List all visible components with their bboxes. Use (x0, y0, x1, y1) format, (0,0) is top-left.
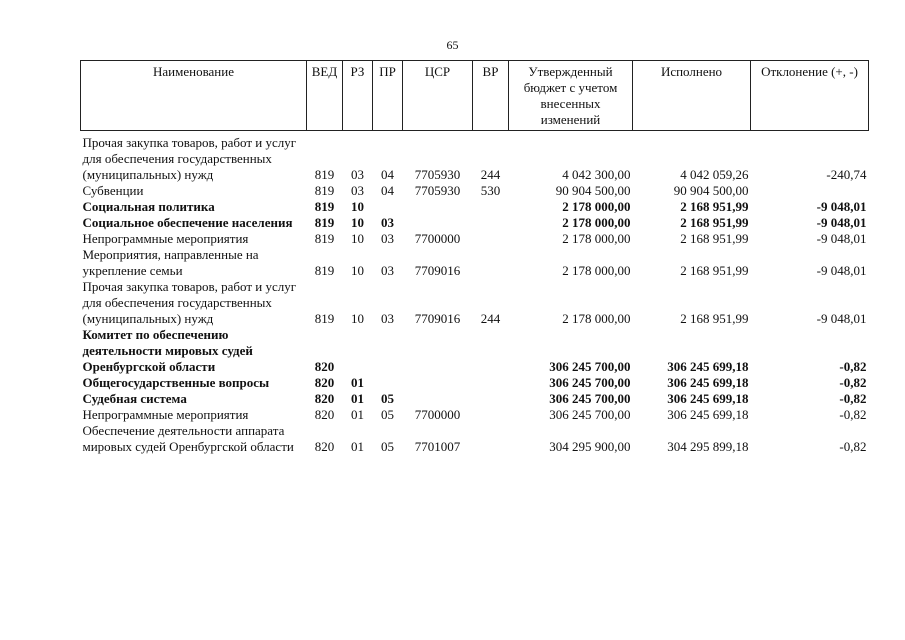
row-ved: 820 (314, 391, 335, 406)
row-name: Прочая закупка товаров, работ и услуг для обеспечения государственных (муниципальных) нужд (82, 279, 297, 326)
row-csr (403, 327, 473, 375)
row-pr: 04 (381, 167, 394, 182)
row-name: Социальная политика (82, 199, 215, 214)
row-ved: 819 (314, 231, 335, 246)
row-executed: 2 168 951,99 (680, 311, 749, 326)
table-row (81, 391, 869, 407)
row-csr: 7709016 (414, 311, 461, 326)
row-executed: 2 168 951,99 (680, 199, 749, 214)
row-pr: 03 (381, 231, 394, 246)
table-row (81, 135, 869, 183)
row-vr: 244 (480, 167, 501, 182)
row-vr (473, 327, 509, 375)
row-ved: 820 (314, 359, 335, 374)
row-pr (373, 199, 403, 215)
row-vr (473, 391, 509, 407)
row-rz: 10 (351, 231, 364, 246)
row-name: Непрограммные мероприятия (82, 407, 249, 422)
table-row (81, 423, 869, 455)
table-row (81, 183, 869, 199)
row-deviation: -240,74 (826, 167, 867, 182)
row-deviation: -0,82 (839, 375, 867, 390)
row-deviation: -0,82 (839, 407, 867, 422)
row-name: Непрограммные мероприятия (82, 231, 249, 246)
row-name: Общегосударственные вопросы (82, 375, 270, 390)
row-vr: 244 (480, 311, 501, 326)
header-approved: Утвержденный бюджет с учетом внесенных изменений (509, 61, 633, 131)
row-name: Обеспечение деятельности аппарата мировых судей Оренбургской области (82, 423, 294, 454)
row-approved: 2 178 000,00 (562, 311, 631, 326)
row-ved: 819 (314, 215, 335, 230)
row-name: Прочая закупка товаров, работ и услуг для обеспечения государственных (муниципальных) нужд (82, 135, 297, 182)
row-rz: 10 (351, 311, 364, 326)
row-pr (373, 327, 403, 375)
row-csr: 7700000 (414, 231, 461, 246)
row-approved: 2 178 000,00 (562, 215, 631, 230)
row-csr: 7705930 (414, 183, 461, 198)
row-approved: 90 904 500,00 (555, 183, 631, 198)
header-pr: ПР (373, 61, 403, 131)
row-rz (343, 327, 373, 375)
table-row (81, 231, 869, 247)
row-executed: 306 245 699,18 (667, 359, 749, 374)
row-approved: 306 245 700,00 (549, 391, 631, 406)
page-number: 65 (446, 38, 459, 52)
row-pr: 05 (381, 407, 394, 422)
row-executed: 306 245 699,18 (667, 375, 749, 390)
table-row (81, 279, 869, 327)
row-vr (473, 231, 509, 247)
row-csr: 7705930 (414, 167, 461, 182)
header-csr: ЦСР (403, 61, 473, 131)
table-row (81, 199, 869, 215)
row-csr: 7709016 (414, 263, 461, 278)
budget-execution-table (80, 60, 869, 455)
row-approved: 306 245 700,00 (549, 407, 631, 422)
header-vr: ВР (473, 61, 509, 131)
header-executed: Исполнено (633, 61, 751, 131)
row-ved: 819 (314, 183, 335, 198)
row-rz: 03 (351, 167, 364, 182)
row-executed: 2 168 951,99 (680, 215, 749, 230)
row-approved: 2 178 000,00 (562, 231, 631, 246)
row-deviation: -0,82 (839, 439, 867, 454)
row-rz: 01 (351, 439, 364, 454)
row-pr: 03 (381, 311, 394, 326)
row-name: Мероприятия, направленные на укрепление семьи (82, 247, 259, 278)
row-deviation: -9 048,01 (816, 263, 867, 278)
row-ved: 819 (314, 311, 335, 326)
row-rz: 01 (351, 375, 364, 390)
header-ved: ВЕД (307, 61, 343, 131)
row-rz: 01 (351, 391, 364, 406)
row-ved: 819 (314, 263, 335, 278)
row-rz: 10 (351, 199, 364, 214)
row-ved: 820 (314, 375, 335, 390)
table-row (81, 215, 869, 231)
row-rz: 03 (351, 183, 364, 198)
row-name: Судебная система (82, 391, 187, 406)
row-vr (473, 423, 509, 455)
row-pr: 05 (381, 391, 394, 406)
row-pr: 04 (381, 183, 394, 198)
row-deviation (751, 183, 869, 199)
row-csr: 7701007 (414, 439, 461, 454)
row-pr (373, 375, 403, 391)
row-csr: 7700000 (414, 407, 461, 422)
row-executed: 2 168 951,99 (680, 263, 749, 278)
row-executed: 90 904 500,00 (673, 183, 749, 198)
header-name: Наименование (81, 61, 307, 131)
row-vr (473, 215, 509, 231)
row-deviation: -9 048,01 (816, 215, 867, 230)
row-rz: 01 (351, 407, 364, 422)
row-name: Субвенции (82, 183, 144, 198)
table-row (81, 375, 869, 391)
row-ved: 820 (314, 439, 335, 454)
row-vr (473, 375, 509, 391)
row-approved: 306 245 700,00 (549, 375, 631, 390)
row-executed: 4 042 059,26 (680, 167, 749, 182)
row-approved: 304 295 900,00 (549, 439, 631, 454)
table-header-row (81, 61, 869, 131)
row-deviation: -9 048,01 (816, 199, 867, 214)
row-approved: 4 042 300,00 (562, 167, 631, 182)
row-csr (403, 391, 473, 407)
row-csr (403, 215, 473, 231)
row-executed: 304 295 899,18 (667, 439, 749, 454)
row-ved: 819 (314, 199, 335, 214)
row-vr (473, 199, 509, 215)
row-csr (403, 199, 473, 215)
row-vr (473, 407, 509, 423)
row-rz: 10 (351, 263, 364, 278)
row-pr: 03 (381, 215, 394, 230)
table-row (81, 327, 869, 375)
row-name: Комитет по обеспечению деятельности мировых судей Оренбургской области (82, 327, 253, 374)
row-deviation: -9 048,01 (816, 311, 867, 326)
table-row (81, 407, 869, 423)
row-approved: 2 178 000,00 (562, 199, 631, 214)
row-csr (403, 375, 473, 391)
row-executed: 306 245 699,18 (667, 407, 749, 422)
row-name: Социальное обеспечение населения (82, 215, 293, 230)
row-approved: 306 245 700,00 (549, 359, 631, 374)
row-ved: 819 (314, 167, 335, 182)
header-rz: РЗ (343, 61, 373, 131)
header-deviation: Отклонение (+, -) (751, 61, 869, 131)
table-row (81, 247, 869, 279)
row-approved: 2 178 000,00 (562, 263, 631, 278)
row-pr: 05 (381, 439, 394, 454)
row-deviation: -0,82 (839, 391, 867, 406)
row-deviation: -9 048,01 (816, 231, 867, 246)
row-executed: 306 245 699,18 (667, 391, 749, 406)
row-deviation: -0,82 (839, 359, 867, 374)
row-executed: 2 168 951,99 (680, 231, 749, 246)
row-vr: 530 (480, 183, 501, 198)
row-pr: 03 (381, 263, 394, 278)
row-rz: 10 (351, 215, 364, 230)
row-vr (473, 247, 509, 279)
row-ved: 820 (314, 407, 335, 422)
